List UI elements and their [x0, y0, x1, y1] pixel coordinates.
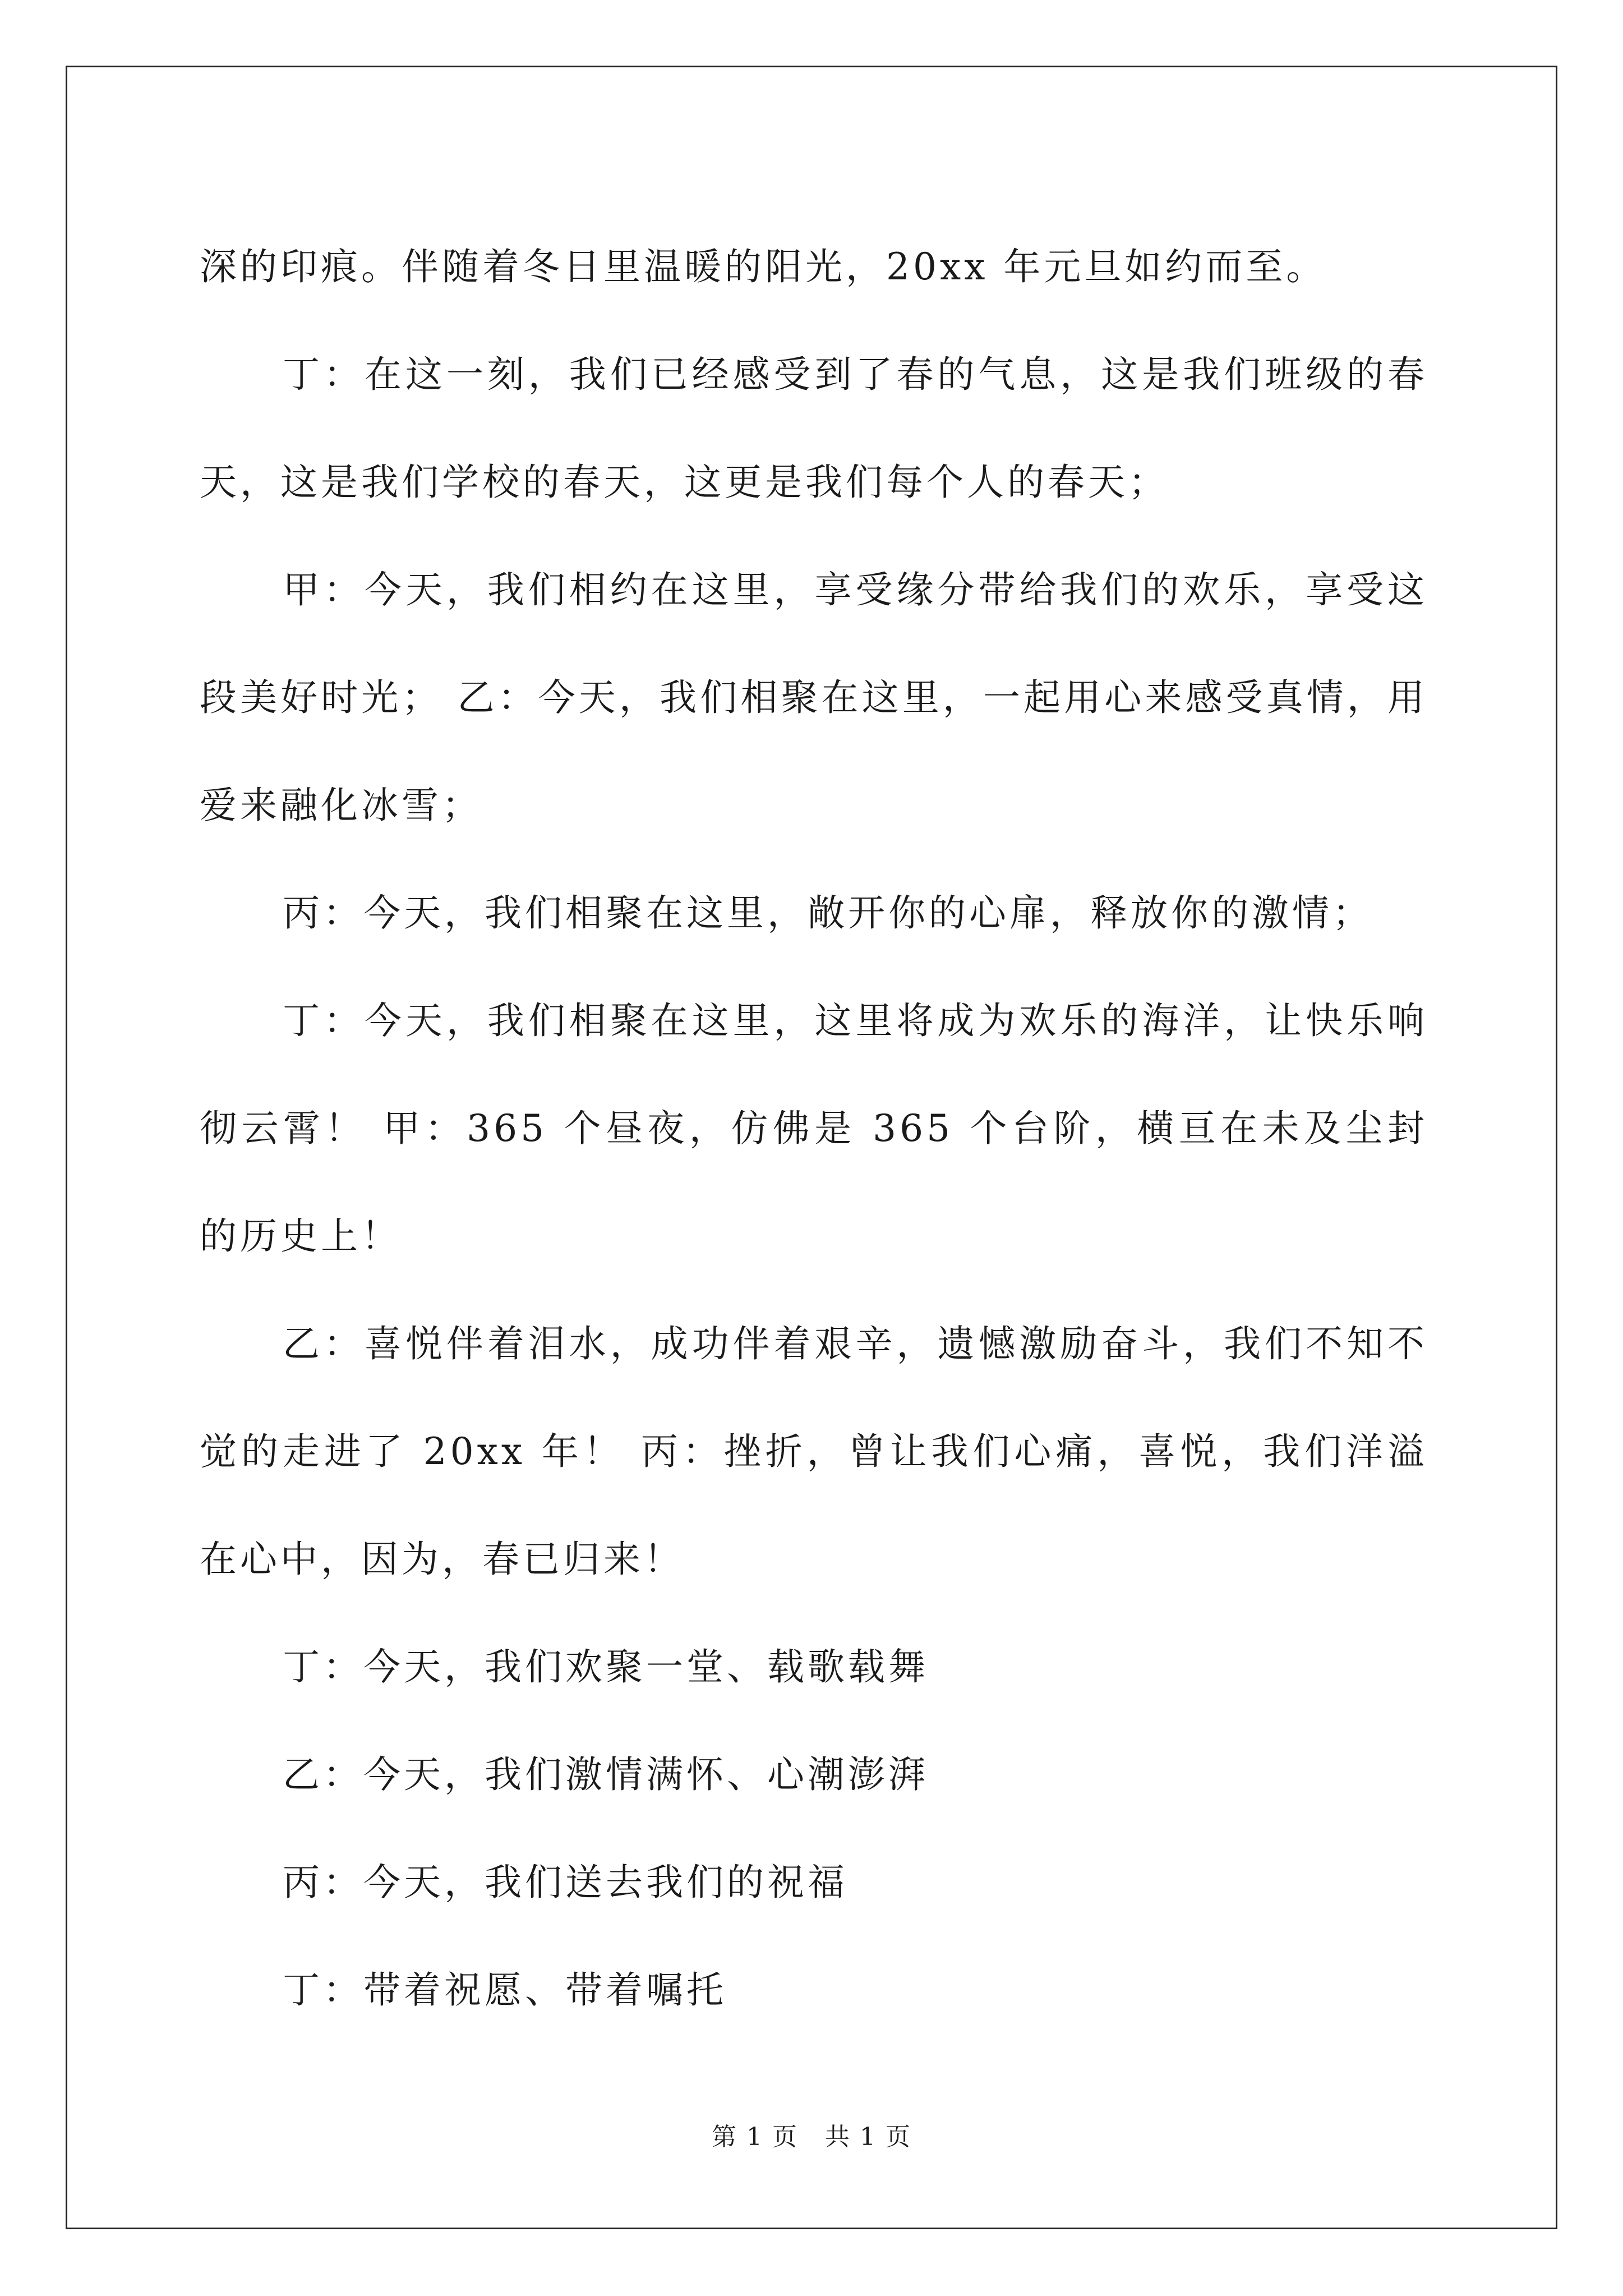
paragraph-1: 深的印痕。伴随着冬日里温暖的阳光，20xx 年元旦如约而至。 — [200, 245, 1327, 288]
paragraph-8: 乙：今天，我们激情满怀、心潮澎湃 — [283, 1753, 929, 1796]
paragraph-9: 丙：今天，我们送去我们的祝福 — [283, 1861, 848, 1904]
page-footer: 第 1 页 共 1 页 — [712, 2123, 911, 2151]
paragraph-2: 丁：在这一刻，我们已经感受到了春的气息，这是我们班级的春天，这是我们学校的春天，这更是我们每个人的春天； — [200, 353, 1428, 504]
paragraph-6: 乙：喜悦伴着泪水，成功伴着艰辛，遗憾激励奋斗，我们不知不觉的走进了 20xx 年！ 丙：挫折，曾让我们心痛，喜悦，我们洋溢在心中，因为，春已归来！ — [200, 1322, 1428, 1581]
paragraph-5: 丁：今天，我们相聚在这里，这里将成为欢乐的海洋，让快乐响彻云霄！ 甲：365 个昼夜，仿佛是 365 个台阶，横亘在未及尘封的历史上！ — [200, 999, 1428, 1258]
paragraph-4: 丙：今天，我们相聚在这里，敞开你的心扉，释放你的激情； — [283, 891, 1373, 935]
paragraph-3: 甲：今天，我们相约在这里，享受缘分带给我们的欢乐，享受这段美好时光； 乙：今天，我们相聚在这里，一起用心来感受真情，用爱来融化冰雪； — [200, 568, 1428, 827]
paragraph-10: 丁：带着祝愿、带着嘱托 — [283, 1968, 727, 2012]
paragraph-7: 丁：今天，我们欢聚一堂、载歌载舞 — [283, 1645, 929, 1688]
document-body — [200, 213, 1428, 2044]
